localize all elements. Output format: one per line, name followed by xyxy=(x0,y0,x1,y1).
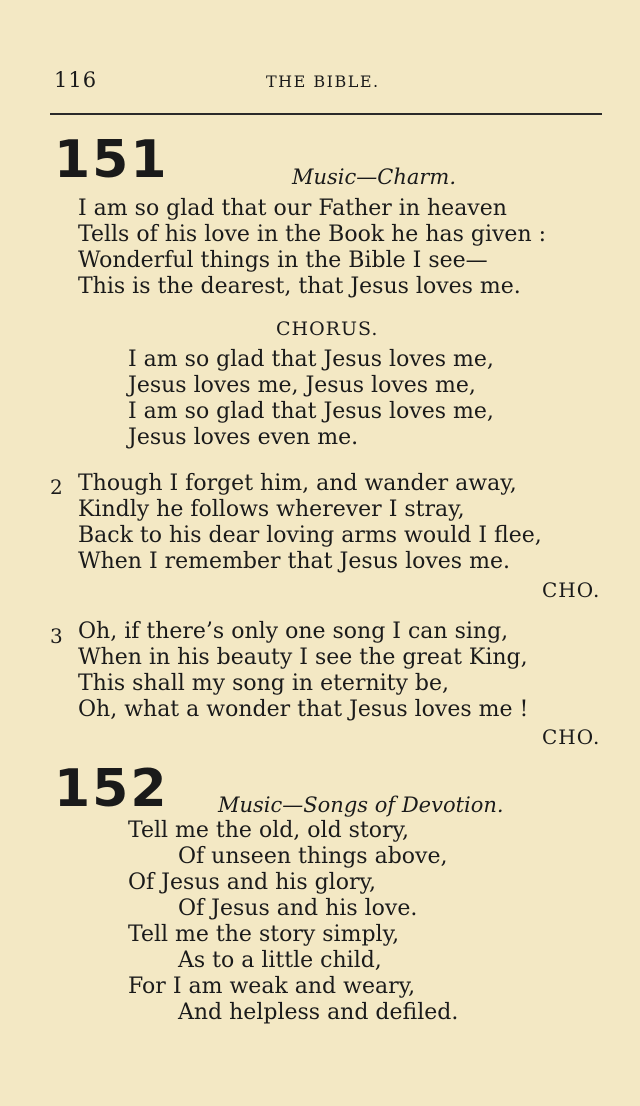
verse-line: When in his beauty I see the great King, xyxy=(78,645,528,670)
chorus-line: Jesus loves me, Jesus loves me, xyxy=(128,373,476,398)
verse-line: Tell me the story simply, xyxy=(128,922,400,947)
chorus-reference: CHO. xyxy=(542,578,601,602)
verse-line: For I am weak and weary, xyxy=(128,974,416,999)
page-number: 116 xyxy=(54,68,98,92)
verse-line: I am so glad that our Father in heaven xyxy=(78,196,507,221)
verse-line: Though I forget him, and wander away, xyxy=(78,471,517,496)
verse-line: Of unseen things above, xyxy=(178,844,448,869)
verse-line: This is the dearest, that Jesus loves me. xyxy=(78,274,521,299)
verse-line: When I remember that Jesus loves me. xyxy=(78,549,510,574)
chorus-line: I am so glad that Jesus loves me, xyxy=(128,399,494,424)
verse-line: And helpless and defiled. xyxy=(178,1000,459,1025)
chorus-line: Jesus loves even me. xyxy=(128,425,359,450)
chorus-heading: CHORUS. xyxy=(276,318,379,340)
header-rule xyxy=(50,113,602,115)
running-title: THE BIBLE. xyxy=(266,72,380,91)
verse-line: Tell me the old, old story, xyxy=(128,818,410,843)
page-header xyxy=(54,68,602,100)
music-attribution: Music—Songs of Devotion. xyxy=(218,793,504,817)
chorus-line: I am so glad that Jesus loves me, xyxy=(128,347,494,372)
verse-line: Oh, if there’s only one song I can sing, xyxy=(78,619,509,644)
verse-line: As to a little child, xyxy=(178,948,382,973)
verse-line: Of Jesus and his love. xyxy=(178,896,418,921)
verse-number: 2 xyxy=(50,475,63,499)
verse-line: Wonderful things in the Bible I see— xyxy=(78,248,488,273)
verse-line: Of Jesus and his glory, xyxy=(128,870,376,895)
verse-line: Tells of his love in the Book he has given : xyxy=(78,222,547,247)
music-attribution: Music—Charm. xyxy=(292,165,457,189)
chorus-reference: CHO. xyxy=(542,725,601,749)
verse-line: Oh, what a wonder that Jesus loves me ! xyxy=(78,697,529,722)
verse-line: This shall my song in eternity be, xyxy=(78,671,450,696)
verse-line: Kindly he follows wherever I stray, xyxy=(78,497,465,522)
verse-number: 3 xyxy=(50,624,63,648)
verse-line: Back to his dear loving arms would I flee, xyxy=(78,523,542,548)
hymn-number: 152 xyxy=(54,759,169,819)
hymn-number: 151 xyxy=(54,130,169,190)
